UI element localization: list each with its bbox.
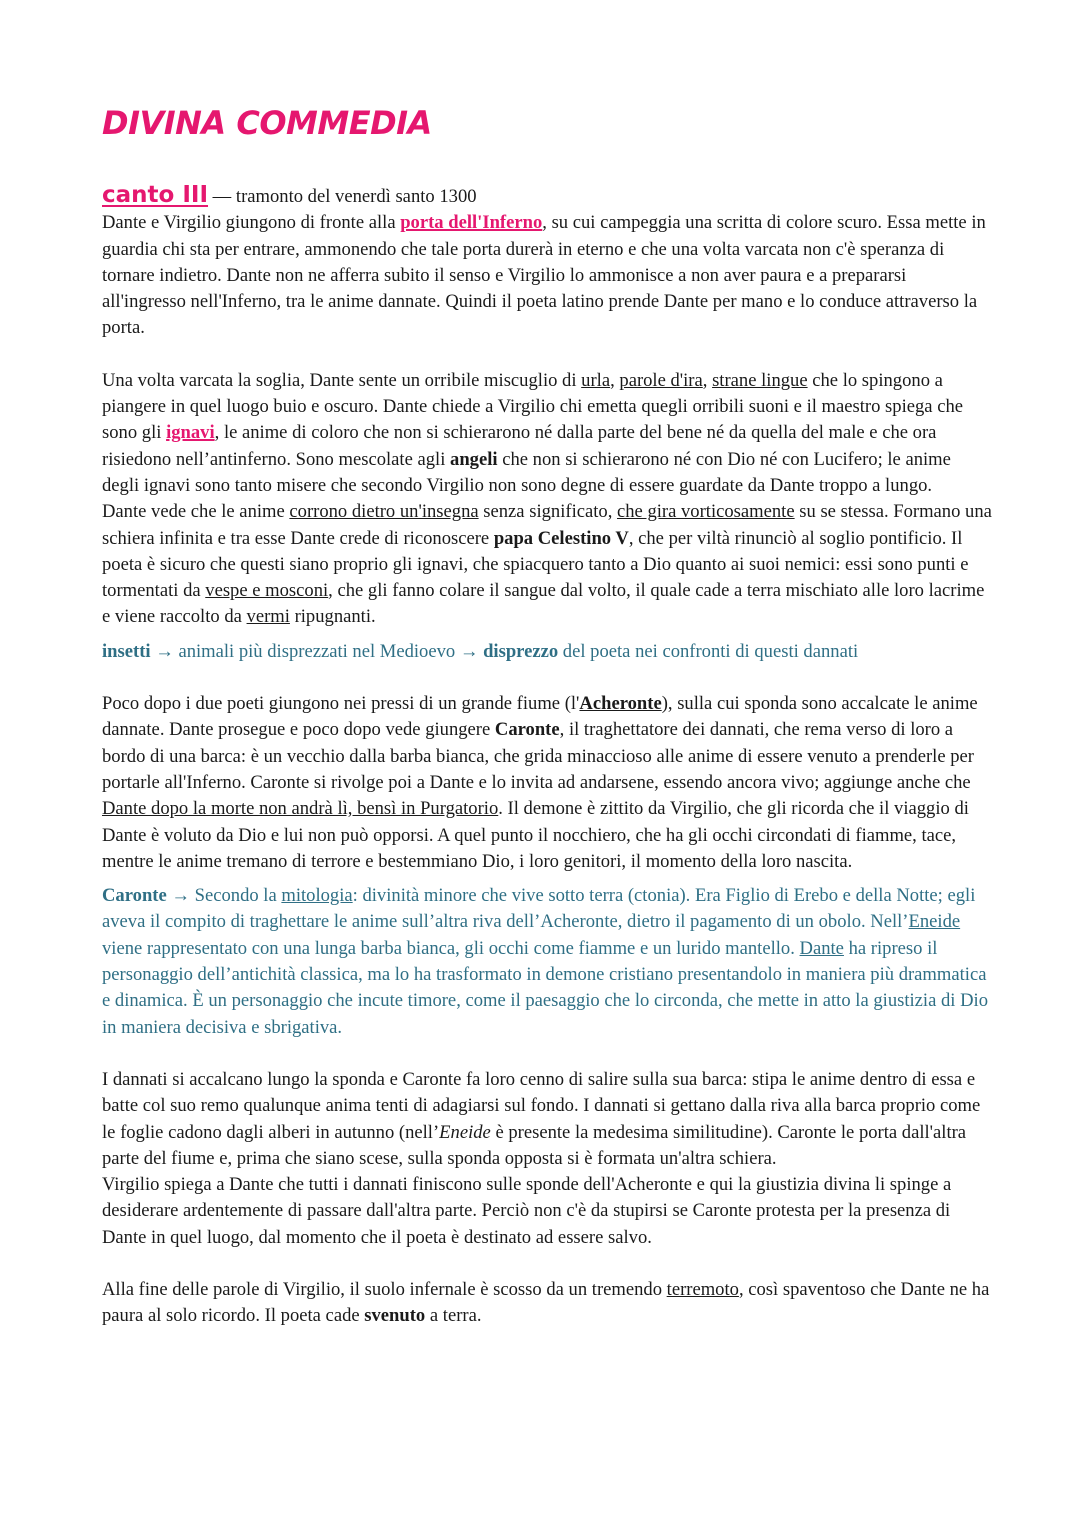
text: Una volta varcata la soglia, Dante sente un orribile miscuglio di [102, 369, 582, 391]
keyword-parole-ira: parole d'ira [619, 369, 703, 391]
keyword-strane-lingue: strane lingue [712, 369, 808, 391]
keyword-porta-inferno: porta dell'Inferno [400, 212, 543, 234]
keyword-purgatorio: Dante dopo la morte non andrà lì, bensì in Purgatorio [102, 798, 499, 820]
canto-heading [102, 182, 992, 210]
text: → animali più disprezzati nel Medioevo → [150, 640, 484, 662]
keyword-vespe: vespe e mosconi [205, 580, 329, 602]
paragraph-ignavi [102, 368, 992, 499]
spacer [102, 1041, 992, 1067]
keyword-eneide: Eneide [439, 1121, 491, 1143]
keyword-eneide-note: Eneide [908, 911, 961, 933]
text: su se stessa. Formano una schiera infinita e tra esse Dante crede di riconoscere [102, 501, 992, 549]
keyword-insetti: insetti [102, 640, 151, 662]
text: senza significato, [478, 501, 617, 523]
text: ), sulla cui sponda sono accalcate le anime dannate. Dante prosegue e poco dopo vede giungere [102, 693, 978, 741]
keyword-angeli: angeli [450, 448, 498, 470]
paragraph-terremoto [102, 1277, 992, 1330]
note-caronte [102, 883, 992, 1041]
text: Alla fine delle parole di Virgilio, il suolo infernale è scosso da un tremendo [102, 1278, 667, 1300]
text: che non si schierarono né con Dio né con Lucifero; le anime degli ignavi sono tanto misere che secondo Virgilio non sono degne di essere guardate da Dante troppo a lungo. [102, 448, 951, 496]
text: I dannati si accalcano lungo la sponda e Caronte fa loro cenno di salire sulla sua barca: stipa le anime dentro di essa e batte col suo remo qualunque anima tenti di adagiarsi sul fondo. I dannati si gettano dalla riva alla barca proprio come le foglie cadono dagli alberi in autunno (nell’ [102, 1068, 981, 1143]
text: Dante e Virgilio giungono di fronte alla [102, 212, 401, 234]
paragraph-giustizia: Virgilio spiega a Dante che tutti i dannati finiscono sulle sponde dell'Acheronte e qui la giustizia divina li spinge a desiderare ardentemente di passare dall'altra parte. Perciò non c'è da stupirsi se Caronte protesta per la presenza di Dante in quel luogo, dal momento che il poeta è destinato ad essere salvo. [102, 1174, 952, 1248]
text: ripugnanti. [289, 606, 376, 628]
keyword-vermi: vermi [246, 606, 290, 628]
keyword-ignavi: ignavi [166, 422, 215, 444]
document-body [102, 182, 992, 1330]
paragraph-barca [102, 1067, 992, 1172]
text: che lo spingono a piangere in quel luogo buio e oscuro. Dante chiede a Virgilio chi emetta quegli orribili suoni e il maestro spiega che sono gli [102, 369, 964, 444]
keyword-celestino: papa Celestino V [493, 527, 629, 549]
paragraph-insegna [102, 499, 992, 630]
keyword-insegna: corrono dietro un'insegna [289, 501, 479, 523]
text: , su cui campeggia una scritta di colore scuro. Essa mette in guardia chi sta per entrare, ammonendo che tale porta durerà in eterno e che una volta varcata non c'è speranza di tornare indietro. Dante non ne afferra subito il senso e Virgilio lo ammonisce a non aver paura e a prepararsi all'ingresso nell'Inferno, tra le anime dannate. Quindi il poeta latino prende Dante per mano e lo conduce attraverso la porta. [102, 212, 986, 339]
text: viene rappresentato con una lunga barba bianca, gli occhi come fiamme e un lurido mantello. [102, 937, 800, 959]
canto-subtitle: — tramonto del venerdì santo 1300 [208, 186, 477, 207]
text: , così spaventoso che Dante ne ha paura al solo ricordo. Il poeta cade [102, 1278, 990, 1327]
keyword-vorticosamente: che gira vorticosamente [617, 501, 795, 523]
keyword-caronte: Caronte [494, 719, 560, 741]
text: , [610, 369, 620, 391]
text: , il traghettatore dei dannati, che rema verso di loro a bordo di una barca: è un vecchio dalla barba bianca, che grida minaccioso alle anime di essere venuto a prenderle per portarle all'Inferno. Caronte si rivolge poi a Dante e lo invita ad andarsene, essendo ancora vivo; aggiunge anche che [102, 719, 974, 793]
spacer [102, 665, 992, 691]
paragraph-acheronte [102, 691, 992, 875]
keyword-dante-note: Dante [799, 937, 844, 959]
keyword-svenuto: svenuto [364, 1305, 426, 1327]
keyword-acheronte: Acheronte [579, 693, 662, 715]
keyword-urla: urla [581, 369, 611, 391]
text: , [702, 369, 713, 391]
keyword-disprezzo: disprezzo [483, 640, 559, 662]
text: ha ripreso il personaggio dell’antichità classica, ma lo ha trasformato in demone cristiano presentandolo in maniera più drammatica e dinamica. È un personaggio che incute timore, come il paesaggio che lo circonda, che mette in atto la giustizia di Dio in maniera decisiva e sbrigativa. [102, 937, 988, 1038]
page-title: DIVINA COMMEDIA [102, 104, 432, 142]
text: → Secondo la [166, 885, 282, 907]
spacer [102, 1251, 992, 1277]
text: : divinità minore che vive sotto terra (ctonia). Era Figlio di Erebo e della Notte; egli aveva il compito di traghettare le anime sull’altra riva dell’Acheronte, dietro il pagamento di un obolo. Nell’ [102, 885, 976, 933]
keyword-caronte-note: Caronte [102, 885, 167, 907]
paragraph-porta [102, 210, 992, 341]
text: a terra. [425, 1305, 482, 1327]
spacer [102, 342, 992, 368]
text: , le anime di coloro che non si schierarono né dalla parte del bene né da quella del male e che ora risiedono nell’antinferno. Sono mescolate agli [102, 422, 937, 470]
keyword-mitologia: mitologia [281, 885, 353, 907]
text: Dante vede che le anime [102, 501, 290, 523]
text: Poco dopo i due poeti giungono nei pressi di un grande fiume (l' [102, 693, 580, 715]
note-insetti [102, 639, 992, 665]
text: , che per viltà rinunciò al soglio pontificio. Il poeta è sicuro che questi siano proprio gli ignavi, che spiacquero tanto a Dio quanto ai suoi nemici: essi sono punti e tormentati da [102, 527, 969, 602]
canto-label: canto III [102, 182, 209, 208]
keyword-terremoto: terremoto [666, 1278, 739, 1300]
text: . Il demone è zittito da Virgilio, che gli ricorda che il viaggio di Dante è voluto da Dio e lui non può opporsi. A quel punto il nocchiero, che ha gli occhi circondati di fiamme, tace, mentre le anime tremano di terrore e bestemmiano Dio, i loro genitori, il momento della loro nascita. [102, 798, 969, 872]
text: del poeta nei confronti di questi dannati [558, 640, 859, 662]
text: è presente la medesima similitudine). Caronte le porta dall'altra parte del fiume e, prima che siano scese, sulla sponda opposta si è formata un'altra schiera. [102, 1121, 967, 1169]
text: , che gli fanno colare il sangue dal volto, il quale cade a terra mischiato alle loro lacrime e viene raccolto da [102, 580, 985, 628]
